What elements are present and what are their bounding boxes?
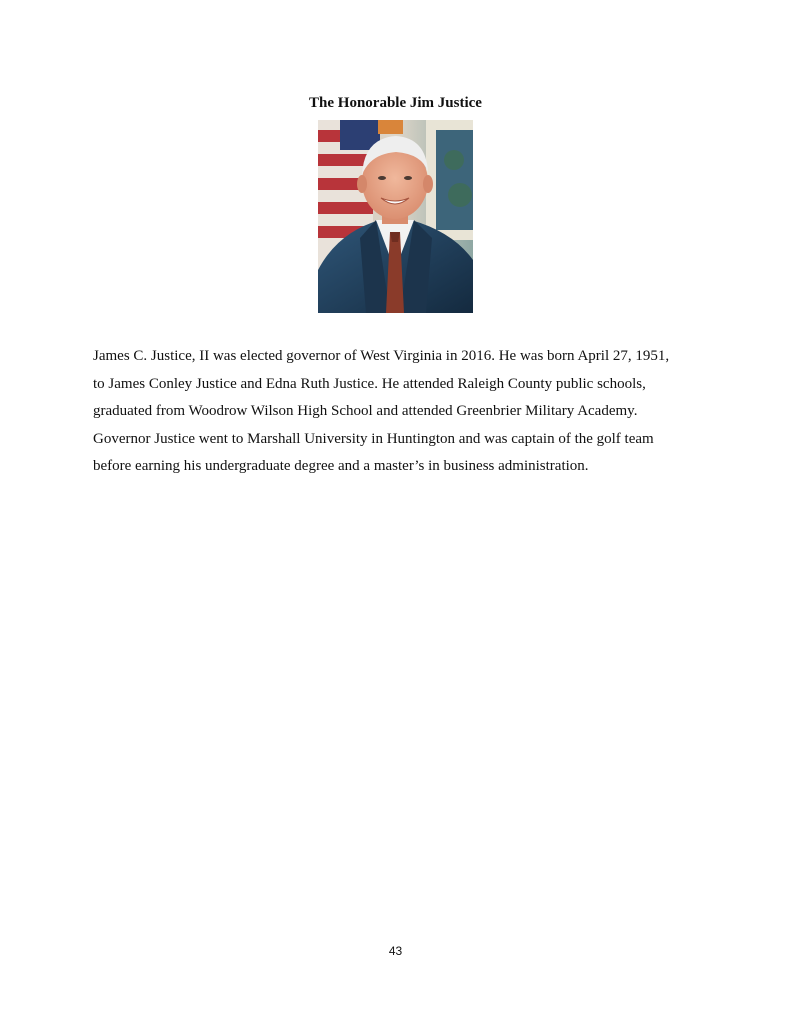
bio-line: graduated from Woodrow Wilson High School and attended Greenbrier Military Academy. [93, 403, 638, 420]
bio-line: to James Conley Justice and Edna Ruth Justice. He attended Raleigh County public schools, [93, 375, 646, 392]
governor-portrait [318, 120, 473, 313]
page-title: The Honorable Jim Justice [309, 95, 482, 111]
biography-paragraph [93, 343, 703, 481]
state-flag [426, 120, 473, 240]
bio-line: Governor Justice went to Marshall University in Huntington and was captain of the golf team [93, 430, 654, 447]
portrait-image [318, 120, 473, 313]
page-number: 43 [388, 944, 403, 958]
flag-fringe [378, 120, 403, 134]
bio-line: before earning his undergraduate degree and a master’s in business administration. [93, 458, 589, 475]
bio-line: James C. Justice, II was elected governor of West Virginia in 2016. He was born April 27, 1951, [93, 348, 670, 364]
